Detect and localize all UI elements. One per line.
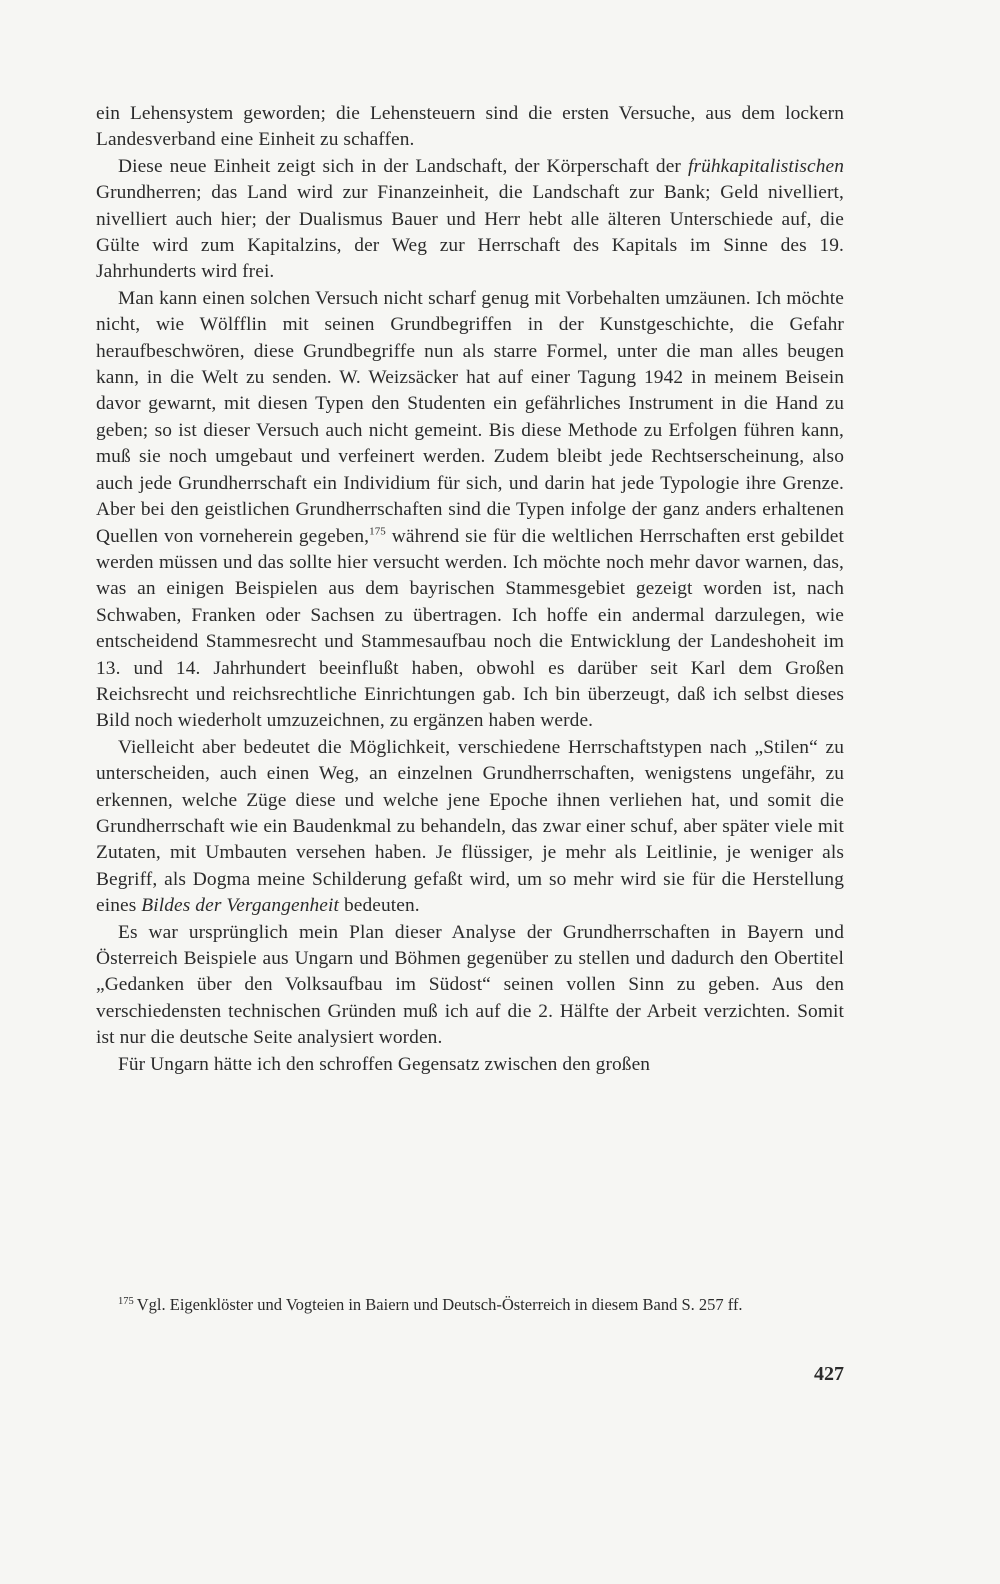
paragraph-1 [96,101,844,154]
footnote [96,1293,844,1316]
paragraph-6-text: Für Ungarn hätte ich den schroffen Gegensatz zwischen den großen [118,1053,651,1075]
paragraph-2-italic: frühkapitalistischen [687,155,844,177]
paragraph-1-text: ein Lehensystem geworden; die Lehensteuern sind die ersten Versuche, aus dem lockern Landesverband eine Einheit zu schaffen. [96,103,844,151]
paragraph-3 [96,286,844,735]
paragraph-3-text-a: Man kann einen solchen Versuch nicht scharf genug mit Vorbehalten umzäunen. Ich möchte nicht, wie Wölfflin mit seinen Grundbegriffen in der Kunstgeschichte, die Gefahr heraufbeschwören, diese Grundbegriffe nun als starre Formel, unter die man alles beugen kann, in die Welt zu senden. W. Weizsäcker hat auf einer Tagung 1942 in meinem Beisein davor gewarnt, mit diesen Typen den Studenten ein gefährliches Instrument in die Hand zu geben; so ist dieser Versuch auch nicht gemeint. Bis diese Methode zu Erfolgen führen kann, muß sie noch umgebaut und verfeinert werden. Zudem bleibt jede Rechtserscheinung, also auch jede Grundherrschaft ein Individium für sich, und darin hat jede Typologie ihre Grenze. Aber bei den geistlichen Grundherrschaften sind die Typen infolge der ganz anders erhaltenen Quellen von vorneherein gegeben, [96,287,844,547]
paragraph-5-text: Es war ursprünglich mein Plan dieser Analyse der Grundherrschaften in Bayern und Österreich Beispiele aus Ungarn und Böhmen gegenüber zu stellen und dadurch den Obertitel „Gedanken über den Volksaufbau im Südost“ seinen vollen Sinn zu geben. Aus den verschiedensten technischen Gründen muß ich auf die 2. Hälfte der Arbeit verzichten. Somit ist nur die deutsche Seite analysiert worden. [96,921,844,1049]
paragraph-4-italic: Bildes der Vergangenheit [141,895,339,917]
footnote-reference: 175 [369,525,386,538]
paragraph-6 [96,1052,844,1078]
page-number: 427 [814,1363,844,1385]
paragraph-2-text-b: Grundherren; das Land wird zur Finanzeinheit, die Landschaft zur Bank; Geld nivelliert, nivelliert auch hier; der Dualismus Bauer und Herr hebt alle älteren Unterschiede auf, die Gülte wird zum Kapitalzins, der Weg zur Herrschaft des Kapitals im Sinne des 19. Jahrhunderts wird frei. [96,182,844,283]
paragraph-4-text-b: bedeuten. [339,895,420,917]
paragraph-5 [96,920,844,1052]
footnote-number: 175 [118,1295,134,1307]
footnote-text: Vgl. Eigenklöster und Vogteien in Baiern und Deutsch-Österreich in diesem Band S. 257 ff. [136,1295,743,1314]
paragraph-3-text-b: während sie für die weltlichen Herrschaften erst gebildet werden müssen und das sollte hier versucht werden. Ich möchte noch mehr davor warnen, das, was an einigen Beispielen aus dem bayrischen Stammesgebiet gezeigt worden ist, nach Schwaben, Franken oder Sachsen zu übertragen. Ich hoffe ein andermal darzulegen, wie entscheidend Stammesrecht und Stammesaufbau noch die Entwicklung der Landeshoheit im 13. und 14. Jahrhundert beeinflußt haben, obwohl es darüber seit Karl dem Großen Reichsrecht und reichsrechtliche Einrichtungen gab. Ich bin überzeugt, daß ich selbst dieses Bild noch wiederholt umzuzeichnen, zu ergänzen haben werde. [96,525,844,732]
paragraph-2 [96,154,844,286]
paragraph-4 [96,735,844,920]
body-text [96,101,844,1078]
paragraph-4-text-a: Vielleicht aber bedeutet die Möglichkeit, verschiedene Herrschaftstypen nach „Stilen“ zu unterscheiden, auch einen Weg, an einzelnen Grundherrschaften, wenigstens ungefähr, zu erkennen, welche Züge diese und welche jene Epoche ihnen verliehen hat, und somit die Grundherrschaft wie ein Baudenkmal zu behandeln, das zwar einer schuf, aber später viele mit Zutaten, mit Umbauten versehen haben. Je flüssiger, je mehr als Leitlinie, je weniger als Begriff, als Dogma meine Schilderung gefaßt wird, um so mehr wird sie für die Herstellung eines [96,736,844,917]
paragraph-2-text-a: Diese neue Einheit zeigt sich in der Landschaft, der Körperschaft der [118,155,688,177]
